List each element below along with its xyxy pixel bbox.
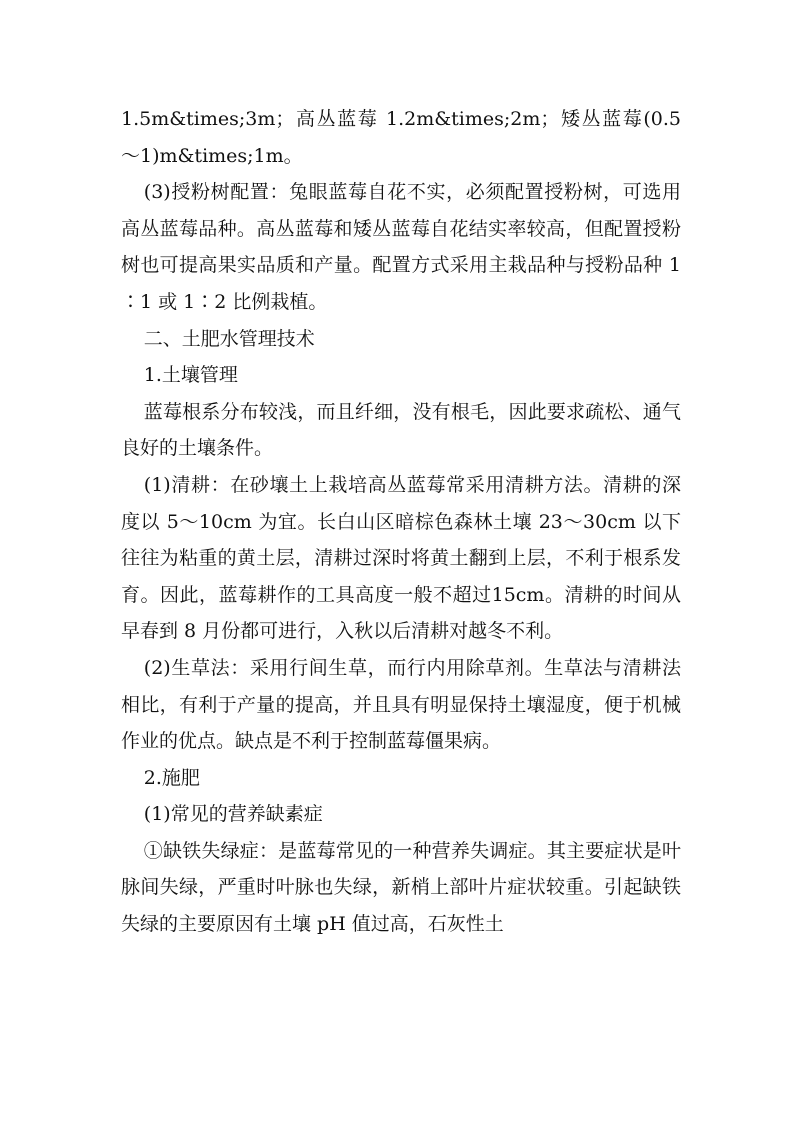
paragraph-iron-deficiency: ①缺铁失绿症：是蓝莓常见的一种营养失调症。其主要症状是叶脉间失绿，严重时叶脉也失绿，新梢上部叶片症状较重。引起缺铁失绿的主要原因有土壤 pH 值过高，石灰性土 — [121, 839, 681, 936]
paragraph-clean-tillage: (1)清耕：在砂壤土上栽培高丛蓝莓常采用清耕方法。清耕的深度以 5～10cm 为宜。长白山区暗棕色森林土壤 23～30cm 以下往往为粘重的黄土层，清耕过深时将黄土翻到上层，不利于根系发育。因此，蓝莓耕作的工具高度一般不超过15cm。清耕的时间从早春到 8 月份都可进行，入秋以后清耕对越冬不利。 — [121, 473, 681, 643]
subheading-fertilization: 2.施肥 — [143, 766, 200, 789]
paragraph-root-system: 蓝莓根系分布较浅，而且纤细，没有根毛，因此要求疏松、通气良好的土壤条件。 — [121, 400, 681, 460]
section-heading-soil-fertilizer-water: 二、土肥水管理技术 — [143, 327, 315, 350]
subheading-soil-management: 1.土壤管理 — [143, 364, 238, 387]
paragraph-spacing-continuation: 1.5m&times;3m；高丛蓝莓 1.2m&times;2m；矮丛蓝莓(0.5～1)m&times;1m。 — [121, 108, 681, 167]
document-body — [121, 101, 681, 943]
paragraph-sod-culture: (2)生草法：采用行间生草，而行内用除草剂。生草法与清耕法相比，有利于产量的提高，并且具有明显保持土壤湿度，便于机械作业的优点。缺点是不利于控制蓝莓僵果病。 — [121, 656, 681, 753]
paragraph-pollinator-config: (3)授粉树配置：兔眼蓝莓自花不实，必须配置授粉树，可选用高丛蓝莓品种。高丛蓝莓和矮丛蓝莓自花结实率较高，但配置授粉树也可提高果实品质和产量。配置方式采用主栽品种与授粉品种 1∶1 或 1∶2 比例栽植。 — [121, 181, 681, 313]
subheading-deficiency-symptoms: (1)常见的营养缺素症 — [143, 803, 323, 826]
